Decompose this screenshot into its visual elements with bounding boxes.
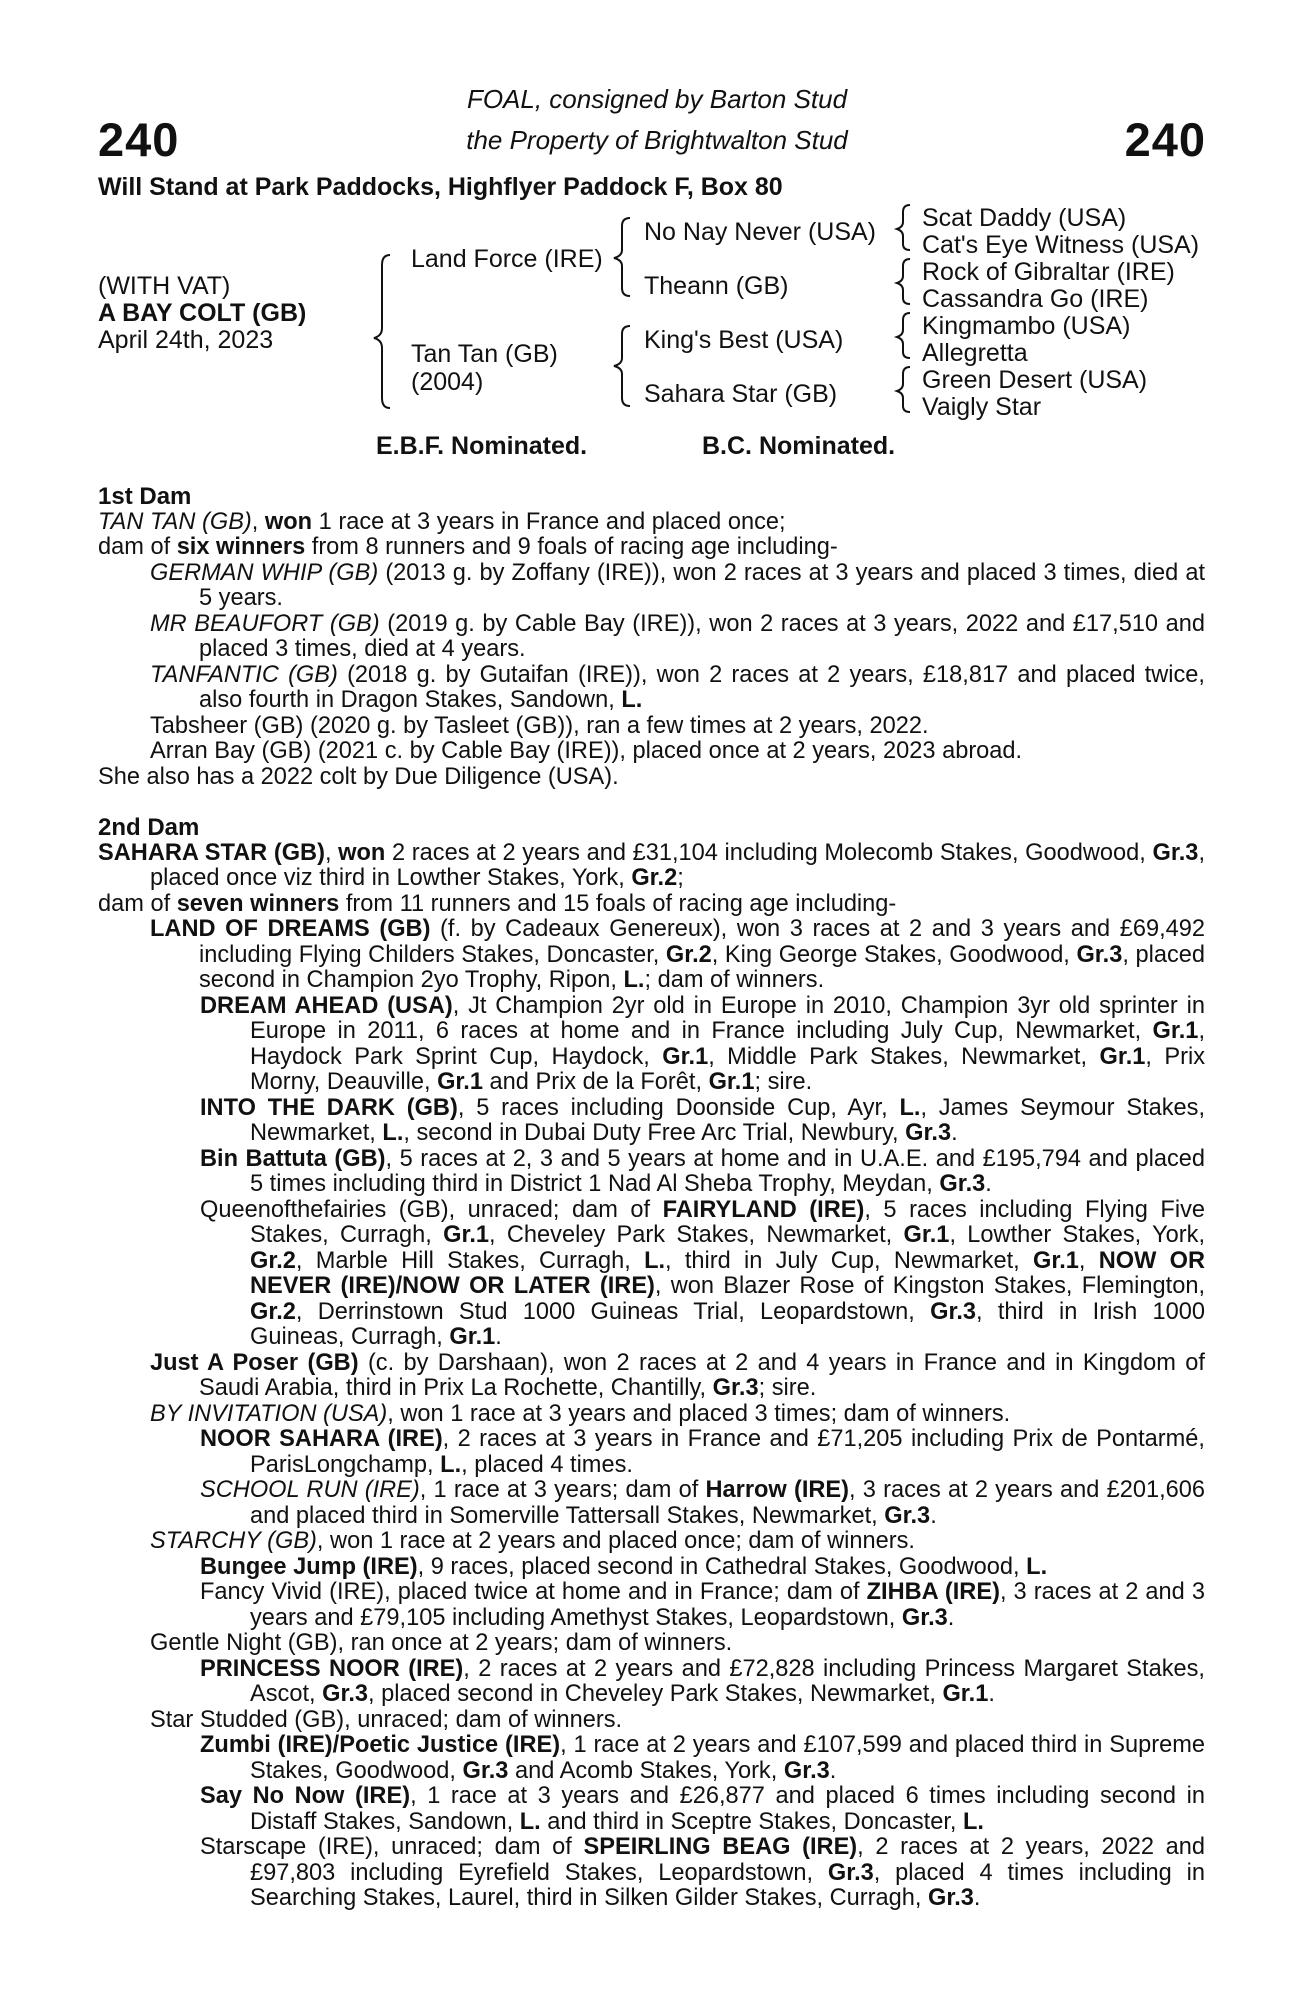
bc-nominated: B.C. Nominated. bbox=[702, 432, 896, 460]
brace-g78 bbox=[897, 367, 910, 412]
dam-sire: King's Best (USA) bbox=[644, 326, 844, 354]
ancestor-5: Kingmambo (USA) bbox=[922, 312, 1131, 340]
sire-dam: Theann (GB) bbox=[644, 272, 789, 300]
produce-land-of-dreams: LAND OF DREAMS (GB) (f. by Cadeaux Genereux), won 3 races at 2 and 3 years and £69,492 including Flying Childers Stakes, Doncaster, Gr.2, King George Stakes, Goodwood, Gr.3, placed second in Champion 2yo Trophy, Ripon, L.; dam of winners. bbox=[150, 916, 1205, 993]
ebf-nominated: E.B.F. Nominated. bbox=[376, 432, 588, 460]
ancestor-6: Allegretta bbox=[922, 339, 1028, 367]
produce-bin-battuta: Bin Battuta (GB), 5 races at 2, 3 and 5 years at home and in U.A.E. and £195,794 and placed 5 times including third in District 1 Nad Al Sheba Trophy, Meydan, Gr.3. bbox=[200, 1145, 1205, 1197]
brace-g12 bbox=[897, 205, 910, 250]
produce-starchy: STARCHY (GB), won 1 race at 2 years and placed once; dam of winners. bbox=[150, 1528, 915, 1554]
sire-sire: No Nay Never (USA) bbox=[644, 218, 876, 246]
ancestor-8: Vaigly Star bbox=[922, 393, 1042, 421]
foaling-date: April 24th, 2023 bbox=[98, 326, 274, 354]
produce-bungee-jump: Bungee Jump (IRE), 9 races, placed second in Cathedral Stakes, Goodwood, L. bbox=[200, 1553, 1048, 1580]
brace-sire bbox=[614, 218, 630, 296]
produce-gentle-night: Gentle Night (GB), ran once at 2 years; dam of winners. bbox=[150, 1630, 733, 1656]
produce-tabsheer: Tabsheer (GB) (2020 g. by Tasleet (GB)), ran a few times at 2 years, 2022. bbox=[150, 712, 929, 739]
brace-dam bbox=[614, 326, 630, 406]
first-dam-heading: 1st Dam bbox=[98, 483, 192, 510]
produce-fancy-vivid: Fancy Vivid (IRE), placed twice at home and in France; dam of ZIHBA (IRE), 3 races at 2 and 3 years and £79,105 including Amethyst Stakes, Leopardstown, Gr.3. bbox=[200, 1579, 1205, 1631]
vat-label: (WITH VAT) bbox=[98, 272, 231, 300]
brace-g34 bbox=[897, 259, 910, 304]
stand-location: Will Stand at Park Paddocks, Highflyer Paddock F, Box 80 bbox=[98, 173, 783, 201]
produce-arran-bay: Arran Bay (GB) (2021 c. by Cable Bay (IRE)), placed once at 2 years, 2023 abroad. bbox=[150, 738, 1023, 764]
ancestor-7: Green Desert (USA) bbox=[922, 366, 1148, 394]
first-dam-closing: She also has a 2022 colt by Due Diligence (USA). bbox=[98, 763, 619, 790]
dam-year: (2004) bbox=[411, 368, 484, 396]
sire-name: Land Force (IRE) bbox=[411, 245, 603, 273]
ancestor-1: Scat Daddy (USA) bbox=[922, 204, 1127, 232]
catalogue-body bbox=[98, 484, 1205, 1912]
produce-tanfantic: TANFANTIC (GB) (2018 g. by Gutaifan (IRE)), won 2 races at 2 years, £18,817 and placed twice, also fourth in Dragon Stakes, Sandown, L. bbox=[150, 661, 1205, 713]
produce-queenofthefairies: Queenofthefairies (GB), unraced; dam of FAIRYLAND (IRE), 5 races including Flying Five Stakes, Curragh, Gr.1, Cheveley Park Stakes, Newmarket, Gr.1, Lowther Stakes, York, Gr.2, Marble Hill Stakes, Curragh, L., third in July Cup, Newmarket, Gr.1, NOW OR NEVER (IRE)/NOW OR LATER (IRE), won Blazer Rose of Kingston Stakes, Flemington, Gr.2, Derrinstown Stud 1000 Guineas Trial, Leopardstown, Gr.3, third in Irish 1000 Guineas, Curragh, Gr.1. bbox=[200, 1196, 1205, 1350]
dam-name: Tan Tan (GB) bbox=[411, 340, 558, 368]
brace-g56 bbox=[897, 313, 910, 358]
produce-school-run: SCHOOL RUN (IRE), 1 race at 3 years; dam of Harrow (IRE), 3 races at 2 years and £201,606 and placed third in Somerville Tattersall Stakes, Newmarket, Gr.3. bbox=[200, 1477, 1206, 1529]
first-dam-record: TAN TAN (GB), won 1 race at 3 years in France and placed once; bbox=[98, 508, 786, 535]
lot-number-left: 240 bbox=[98, 113, 180, 166]
produce-by-invitation: BY INVITATION (USA), won 1 race at 3 years and placed 3 times; dam of winners. bbox=[150, 1400, 1011, 1427]
produce-say-no-now: Say No Now (IRE), 1 race at 3 years and £26,877 and placed 6 times including second in Distaff Stakes, Sandown, L. and third in Sceptre Stakes, Doncaster, L. bbox=[200, 1783, 1205, 1835]
second-dam-produce-summary: dam of seven winners from 11 runners and 15 foals of racing age including- bbox=[98, 890, 897, 917]
second-dam-heading: 2nd Dam bbox=[98, 814, 200, 841]
first-dam-produce-summary: dam of six winners from 8 runners and 9 foals of racing age including- bbox=[98, 534, 838, 560]
produce-star-studded: Star Studded (GB), unraced; dam of winners. bbox=[150, 1706, 623, 1733]
lot-number-right: 240 bbox=[1124, 113, 1206, 166]
brace-parents bbox=[374, 255, 390, 408]
ancestor-2: Cat's Eye Witness (USA) bbox=[922, 231, 1200, 259]
ancestor-3: Rock of Gibraltar (IRE) bbox=[922, 258, 1175, 286]
produce-just-a-poser: Just A Poser (GB) (c. by Darshaan), won 2 races at 2 and 4 years in France and in Kingdom of Saudi Arabia, third in Prix La Rochette, Chantilly, Gr.3; sire. bbox=[150, 1349, 1205, 1401]
dam-dam: Sahara Star (GB) bbox=[644, 380, 838, 408]
produce-into-the-dark: INTO THE DARK (GB), 5 races including Doonside Cup, Ayr, L., James Seymour Stakes, Newmarket, L., second in Dubai Duty Free Arc Trial, Newbury, Gr.3. bbox=[200, 1094, 1206, 1146]
produce-noor-sahara: NOOR SAHARA (IRE), 2 races at 3 years in France and £71,205 including Prix de Pontarmé, ParisLongchamp, L., placed 4 times. bbox=[200, 1426, 1205, 1478]
produce-zumbi: Zumbi (IRE)/Poetic Justice (IRE), 1 race at 2 years and £107,599 and placed third in Supreme Stakes, Goodwood, Gr.3 and Acomb Stakes, York, Gr.3. bbox=[200, 1732, 1205, 1784]
second-dam-record: SAHARA STAR (GB), won 2 races at 2 years and £31,104 including Molecomb Stakes, Goodwood, Gr.3, placed once viz third in Lowther Stakes, York, Gr.2; bbox=[98, 839, 1205, 891]
ancestor-4: Cassandra Go (IRE) bbox=[922, 285, 1149, 313]
horse-name: A BAY COLT (GB) bbox=[98, 299, 307, 327]
produce-dream-ahead: DREAM AHEAD (USA), Jt Champion 2yr old in Europe in 2010, Champion 3yr old sprinter in Europe in 2011, 6 races at home and in France including July Cup, Newmarket, Gr.1, Haydock Park Sprint Cup, Haydock, Gr.1, Middle Park Stakes, Newmarket, Gr.1, Prix Morny, Deauville, Gr.1 and Prix de la Forêt, Gr.1; sire. bbox=[200, 992, 1206, 1095]
consignor-line-1: FOAL, consigned by Barton Stud bbox=[466, 84, 848, 114]
produce-mr-beaufort: MR BEAUFORT (GB) (2019 g. by Cable Bay (IRE)), won 2 races at 3 years, 2022 and £17,510 and placed 3 times, died at 4 years. bbox=[150, 610, 1205, 662]
produce-princess-noor: PRINCESS NOOR (IRE), 2 races at 2 years and £72,828 including Princess Margaret Stakes, Ascot, Gr.3, placed second in Cheveley Park Stakes, Newmarket, Gr.1. bbox=[200, 1655, 1205, 1707]
produce-starscape: Starscape (IRE), unraced; dam of SPEIRLING BEAG (IRE), 2 races at 2 years, 2022 and £97,803 including Eyrefield Stakes, Leopardstown, Gr.3, placed 4 times including in Searching Stakes, Laurel, third in Silken Gilder Stakes, Curragh, Gr.3. bbox=[200, 1834, 1206, 1911]
produce-german-whip: GERMAN WHIP (GB) (2013 g. by Zoffany (IRE)), won 2 races at 3 years and placed 3 times, died at 5 years. bbox=[150, 559, 1206, 611]
consignor-line-2: the Property of Brightwalton Stud bbox=[466, 125, 848, 155]
